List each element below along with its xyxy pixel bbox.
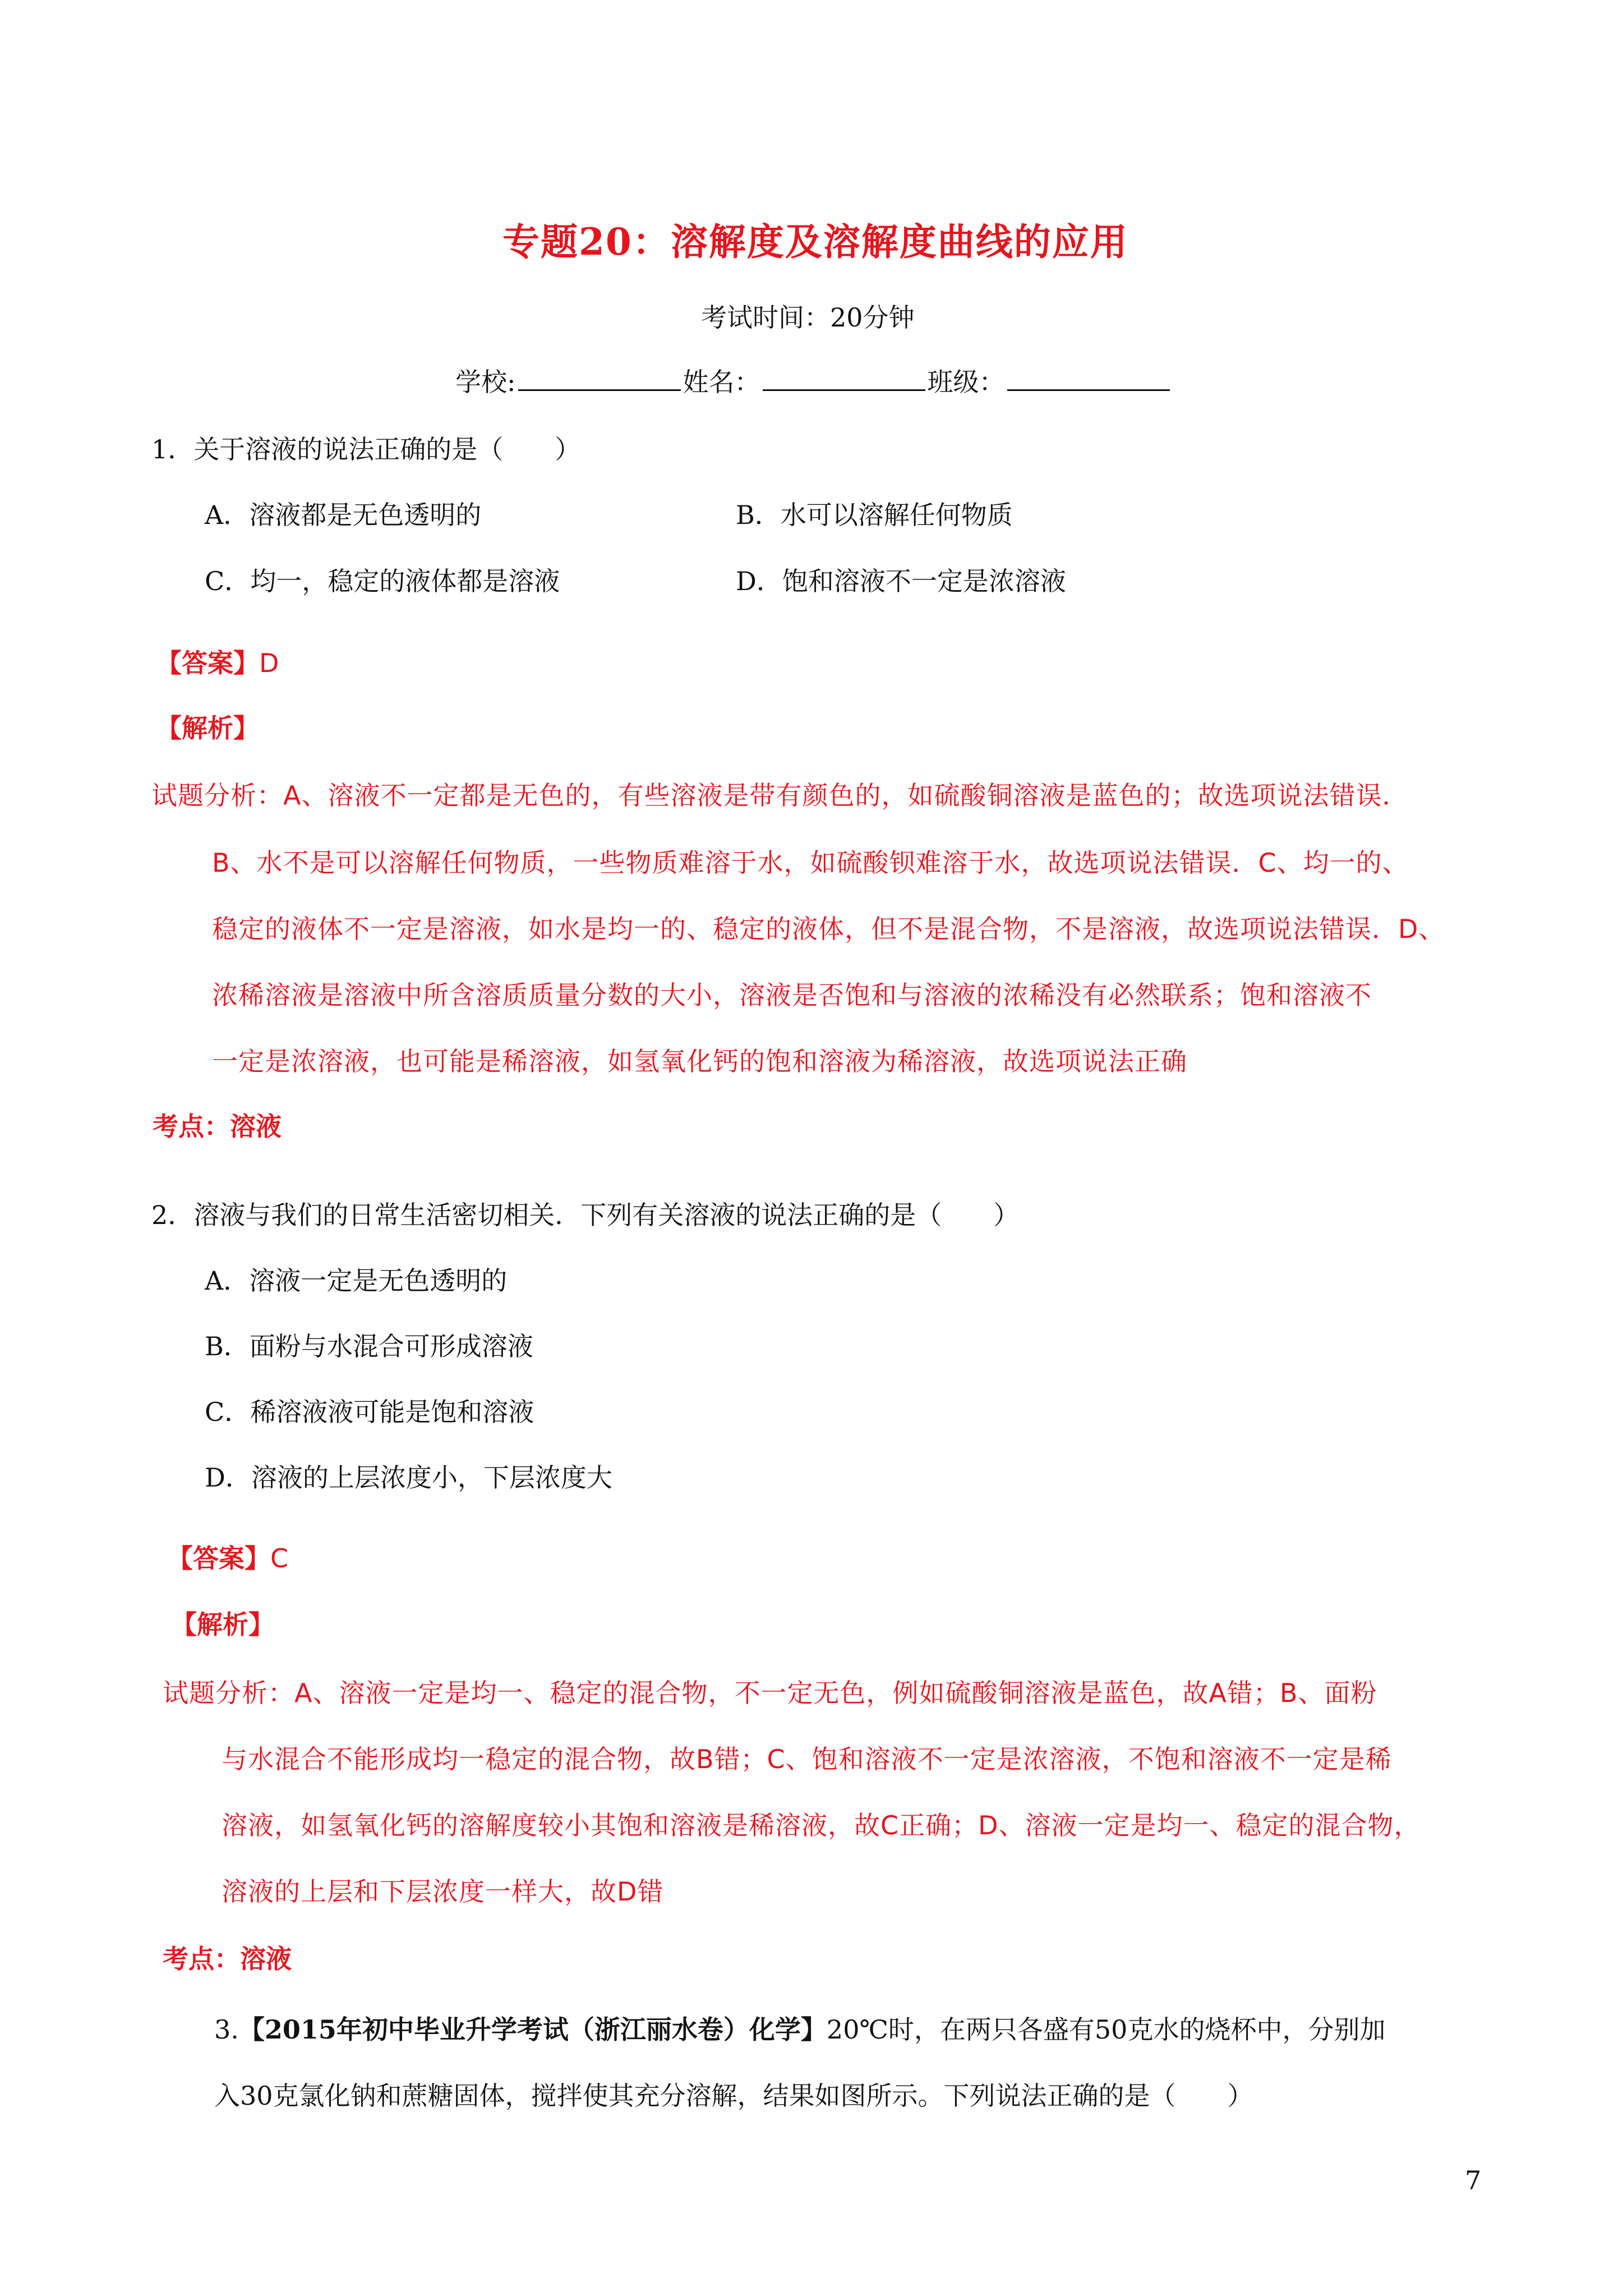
page-title: 专题20：溶解度及溶解度曲线的应用: [502, 220, 1128, 264]
q3-number: 3.: [214, 2014, 239, 2045]
q2-analysis-line: 与水混合不能形成均一稳定的混合物，故B错；C、饱和溶液不一定是浓溶液，不饱和溶液不一定是稀: [222, 1744, 1392, 1774]
q2-option-d: D．溶液的上层浓度小，下层浓度大: [205, 1462, 612, 1493]
q2-option-c: C．稀溶液液可能是饱和溶液: [205, 1397, 534, 1427]
q1-analysis-line: B、水不是可以溶解任何物质，一些物质难溶于水，如硫酸钡难溶于水，故选项说法错误．C、均一的、: [212, 848, 1409, 878]
q2-answer: C: [270, 1543, 289, 1573]
q2-stem: 2．溶液与我们的日常生活密切相关．下列有关溶液的说法正确的是（ ）: [151, 1200, 1020, 1230]
q2-analysis-line: 溶液的上层和下层浓度一样大，故D错: [222, 1876, 664, 1907]
q3-stem-line-1: [214, 2009, 1385, 2046]
q1-analysis-line: 浓稀溶液是溶液中所含溶质质量分数的大小，溶液是否饱和与溶液的浓稀没有必然联系；饱和溶液不: [212, 980, 1372, 1010]
school-blank[interactable]: [518, 367, 681, 391]
q2-point: 考点：溶液: [163, 1944, 292, 1974]
q2-analysis-tag: 【解析】: [171, 1609, 274, 1640]
q2-analysis-line: 试题分析：A、溶液一定是均一、稳定的混合物，不一定无色，例如硫酸铜溶液是蓝色，故A错；B、面粉: [163, 1678, 1377, 1708]
q1-analysis-tag: 【解析】: [156, 713, 259, 743]
q1-analysis-line: 一定是浓溶液，也可能是稀溶液，如氢氧化钙的饱和溶液为稀溶液，故选项说法正确: [212, 1046, 1187, 1076]
q3-source: 【2015年初中毕业升学考试（浙江丽水卷）化学】: [238, 2014, 827, 2045]
exam-time: 考试时间：20分钟: [701, 302, 915, 333]
name-label: 姓名：: [683, 367, 760, 397]
school-label: 学校:: [455, 367, 516, 397]
q1-answer-line: [156, 643, 279, 680]
page-number: 7: [1465, 2165, 1482, 2196]
q1-option-d: D．饱和溶液不一定是浓溶液: [736, 566, 1066, 596]
q1-answer-tag: 【答案】: [156, 648, 259, 678]
q1-point: 考点：溶液: [153, 1111, 282, 1142]
class-label: 班级：: [927, 367, 1005, 397]
q1-analysis-line: 稳定的液体不一定是溶液，如水是均一的、稳定的液体，但不是混合物，不是溶液，故选项说法错误．D、: [212, 914, 1445, 944]
class-blank[interactable]: [1007, 367, 1170, 391]
student-info-line: [455, 362, 1172, 399]
q2-answer-tag: 【答案】: [167, 1543, 270, 1573]
q2-option-a: A．溶液一定是无色透明的: [205, 1266, 508, 1296]
q3-stem-part-1: 20℃时，在两只各盛有50克水的烧杯中，分别加: [826, 2014, 1386, 2045]
q1-option-c: C．均一，稳定的液体都是溶液: [205, 566, 560, 596]
q1-answer: D: [259, 648, 279, 678]
q1-option-a: A．溶液都是无色透明的: [205, 500, 482, 530]
q3-stem-line-2: 入30克氯化钠和蔗糖固体，搅拌使其充分溶解，结果如图所示。下列说法正确的是（ ）: [214, 2081, 1253, 2111]
q1-option-b: B．水可以溶解任何物质: [736, 500, 1013, 530]
q1-stem: 1．关于溶液的说法正确的是（ ）: [151, 434, 581, 464]
q1-analysis-line: 试题分析：A、溶液不一定都是无色的，有些溶液是带有颜色的，如硫酸铜溶液是蓝色的；故选项说法错误．: [151, 780, 1409, 811]
q2-answer-line: [167, 1538, 288, 1575]
name-blank[interactable]: [763, 367, 925, 391]
q2-analysis-line: 溶液，如氢氧化钙的溶解度较小其饱和溶液是稀溶液，故C正确；D、溶液一定是均一、稳定的混合物，: [222, 1810, 1421, 1841]
q2-option-b: B．面粉与水混合可形成溶液: [205, 1331, 533, 1361]
